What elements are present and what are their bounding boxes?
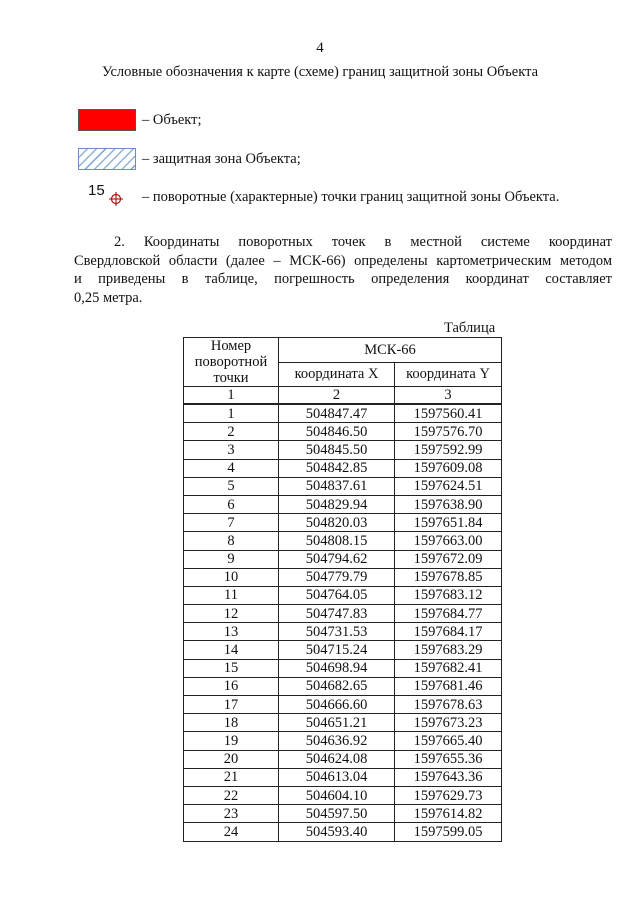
y-coordinate-cell: 1597678.85: [395, 568, 502, 586]
y-coordinate-cell: 1597673.23: [395, 714, 502, 732]
point-number-cell: 1: [184, 404, 279, 423]
x-coordinate-cell: 504808.15: [279, 532, 395, 550]
y-coordinate-cell: 1597683.29: [395, 641, 502, 659]
point-number-cell: 21: [184, 768, 279, 786]
table-row: [184, 805, 502, 823]
x-coordinate-cell: 504666.60: [279, 696, 395, 714]
legend-item-point: [78, 184, 559, 210]
point-number-cell: 24: [184, 823, 279, 841]
page-number: 4: [316, 40, 324, 56]
legend-zone-label: – защитная зона Объекта;: [142, 150, 301, 167]
table-row: [184, 823, 502, 841]
x-coordinate-cell: 504651.21: [279, 714, 395, 732]
table-row: [184, 441, 502, 459]
table-row: [184, 714, 502, 732]
legend-object-label: – Объект;: [142, 111, 202, 128]
table-row: [184, 623, 502, 641]
legend-title: Условные обозначения к карте (схеме) границ защитной зоны Объекта: [101, 64, 539, 80]
column-number: 3: [395, 387, 502, 405]
legend-point-label: – поворотные (характерные) точки границ защитной зоны Объекта.: [142, 188, 560, 205]
table-row: [184, 568, 502, 586]
y-coordinate-cell: 1597592.99: [395, 441, 502, 459]
table-row: [184, 514, 502, 532]
y-coordinate-cell: 1597681.46: [395, 677, 502, 695]
table-row: [184, 477, 502, 495]
y-coordinate-cell: 1597643.36: [395, 768, 502, 786]
column-number: 2: [279, 387, 395, 405]
table-row: [184, 732, 502, 750]
legend-item-object: [78, 107, 202, 133]
header-y: координата Y: [395, 362, 502, 387]
y-coordinate-cell: 1597663.00: [395, 532, 502, 550]
legend-item-zone: [78, 146, 301, 172]
x-coordinate-cell: 504636.92: [279, 732, 395, 750]
table-caption: Таблица: [444, 320, 496, 336]
point-number-cell: 5: [184, 477, 279, 495]
point-number-cell: 23: [184, 805, 279, 823]
x-coordinate-cell: 504613.04: [279, 768, 395, 786]
table-row: [184, 659, 502, 677]
y-coordinate-cell: 1597682.41: [395, 659, 502, 677]
x-coordinate-cell: 504731.53: [279, 623, 395, 641]
header-point-number: Номер поворотной точки: [184, 338, 279, 387]
point-number-cell: 14: [184, 641, 279, 659]
point-number-cell: 15: [184, 659, 279, 677]
x-coordinate-cell: 504698.94: [279, 659, 395, 677]
table-row: [184, 605, 502, 623]
x-coordinate-cell: 504779.79: [279, 568, 395, 586]
table-row: [184, 677, 502, 695]
table-row: [184, 696, 502, 714]
header-x: координата X: [279, 362, 395, 387]
point-number-cell: 12: [184, 605, 279, 623]
turning-point-symbol: [78, 184, 136, 210]
x-coordinate-cell: 504842.85: [279, 459, 395, 477]
point-number-cell: 13: [184, 623, 279, 641]
point-number-cell: 3: [184, 441, 279, 459]
y-coordinate-cell: 1597684.17: [395, 623, 502, 641]
turning-point-number: 15: [88, 182, 105, 199]
x-coordinate-cell: 504845.50: [279, 441, 395, 459]
y-coordinate-cell: 1597665.40: [395, 732, 502, 750]
point-number-cell: 6: [184, 495, 279, 513]
point-number-cell: 17: [184, 696, 279, 714]
table-row: [184, 495, 502, 513]
column-numbering-row: [184, 387, 502, 405]
point-number-cell: 19: [184, 732, 279, 750]
y-coordinate-cell: 1597624.51: [395, 477, 502, 495]
x-coordinate-cell: 504846.50: [279, 423, 395, 441]
point-number-cell: 10: [184, 568, 279, 586]
y-coordinate-cell: 1597678.63: [395, 696, 502, 714]
y-coordinate-cell: 1597576.70: [395, 423, 502, 441]
table-row: [184, 641, 502, 659]
table-row: [184, 404, 502, 423]
x-coordinate-cell: 504682.65: [279, 677, 395, 695]
table-row: [184, 586, 502, 604]
coordinates-table: [183, 337, 502, 842]
table-row: [184, 423, 502, 441]
x-coordinate-cell: 504593.40: [279, 823, 395, 841]
x-coordinate-cell: 504847.47: [279, 404, 395, 423]
x-coordinate-cell: 504624.08: [279, 750, 395, 768]
paragraph-line: 0,25 метра.: [74, 289, 143, 306]
point-number-cell: 22: [184, 786, 279, 804]
point-number-cell: 8: [184, 532, 279, 550]
x-coordinate-cell: 504794.62: [279, 550, 395, 568]
paragraph-line: Свердловской области (далее – МСК-66) определены картометрическим методом: [74, 252, 612, 269]
x-coordinate-cell: 504764.05: [279, 586, 395, 604]
point-number-cell: 2: [184, 423, 279, 441]
table-row: [184, 750, 502, 768]
crosshair-icon: [108, 191, 124, 207]
point-number-cell: 11: [184, 586, 279, 604]
table-row: [184, 786, 502, 804]
x-coordinate-cell: 504837.61: [279, 477, 395, 495]
y-coordinate-cell: 1597683.12: [395, 586, 502, 604]
coordinates-paragraph: [74, 233, 612, 307]
table-row: [184, 532, 502, 550]
x-coordinate-cell: 504820.03: [279, 514, 395, 532]
paragraph-line: и приведены в таблице, погрешность определения координат составляет: [74, 271, 612, 287]
point-number-cell: 7: [184, 514, 279, 532]
point-number-cell: 16: [184, 677, 279, 695]
paragraph-line: 2. Координаты поворотных точек в местной системе координат: [114, 234, 612, 250]
y-coordinate-cell: 1597684.77: [395, 605, 502, 623]
table-row: [184, 768, 502, 786]
y-coordinate-cell: 1597655.36: [395, 750, 502, 768]
x-coordinate-cell: 504715.24: [279, 641, 395, 659]
x-coordinate-cell: 504829.94: [279, 495, 395, 513]
zone-hatch-swatch: [78, 148, 136, 170]
point-number-cell: 18: [184, 714, 279, 732]
y-coordinate-cell: 1597599.05: [395, 823, 502, 841]
point-number-cell: 4: [184, 459, 279, 477]
column-number: 1: [184, 387, 279, 405]
point-number-cell: 9: [184, 550, 279, 568]
y-coordinate-cell: 1597638.90: [395, 495, 502, 513]
table-row: [184, 550, 502, 568]
y-coordinate-cell: 1597672.09: [395, 550, 502, 568]
table-row: [184, 459, 502, 477]
x-coordinate-cell: 504597.50: [279, 805, 395, 823]
y-coordinate-cell: 1597609.08: [395, 459, 502, 477]
object-swatch: [78, 109, 136, 131]
y-coordinate-cell: 1597629.73: [395, 786, 502, 804]
x-coordinate-cell: 504747.83: [279, 605, 395, 623]
y-coordinate-cell: 1597614.82: [395, 805, 502, 823]
x-coordinate-cell: 504604.10: [279, 786, 395, 804]
point-number-cell: 20: [184, 750, 279, 768]
y-coordinate-cell: 1597651.84: [395, 514, 502, 532]
y-coordinate-cell: 1597560.41: [395, 404, 502, 423]
header-system: МСК-66: [279, 338, 502, 363]
